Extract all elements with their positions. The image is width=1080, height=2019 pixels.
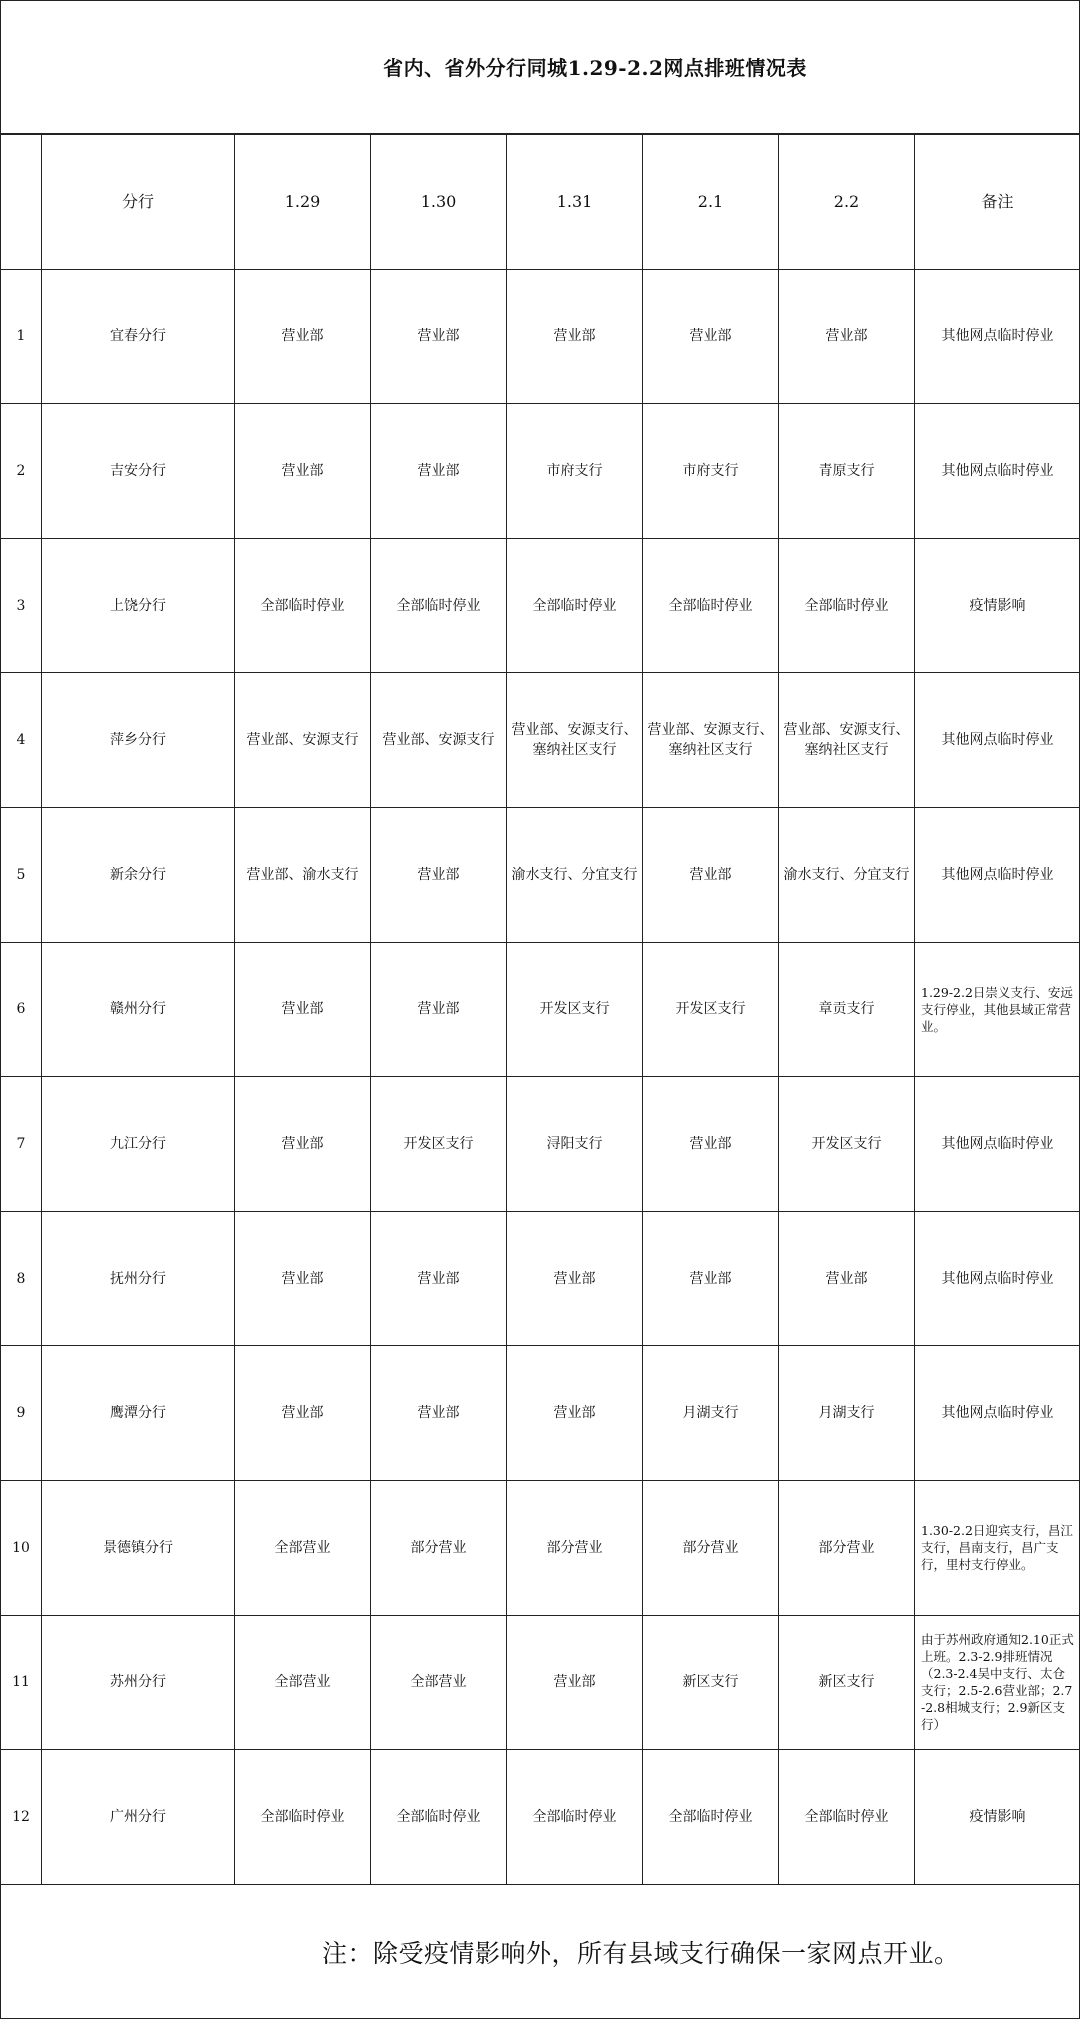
row-number: 11: [1, 1615, 42, 1750]
cell-date-2: 开发区支行: [371, 1077, 507, 1212]
branch-name: 鹰潭分行: [42, 1346, 235, 1481]
cell-date-5: 开发区支行: [779, 1077, 915, 1212]
cell-date-3: 营业部、安源支行、塞纳社区支行: [507, 673, 643, 808]
cell-date-5: 营业部: [779, 1211, 915, 1346]
cell-date-2: 全部临时停业: [371, 538, 507, 673]
footer-note: 注：除受疫情影响外，所有县域支行确保一家网点开业。: [322, 1938, 960, 1968]
table-row: [1, 269, 1080, 404]
cell-date-3: 营业部: [507, 1346, 643, 1481]
table-row: [1, 1346, 1080, 1481]
cell-date-1: 全部临时停业: [235, 538, 371, 673]
branch-name: 吉安分行: [42, 404, 235, 539]
cell-note: 1.30-2.2日迎宾支行，昌江支行，昌南支行，昌广支行，里村支行停业。: [915, 1480, 1080, 1615]
table-row: [1, 404, 1080, 539]
cell-date-3: 全部临时停业: [507, 1750, 643, 1885]
header-date-2: 1.30: [371, 135, 507, 270]
branch-name: 宜春分行: [42, 269, 235, 404]
cell-date-2: 营业部: [371, 404, 507, 539]
cell-note: 疫情影响: [915, 538, 1080, 673]
table-row: [1, 1750, 1080, 1885]
table-row: [1, 1211, 1080, 1346]
cell-date-2: 营业部、安源支行: [371, 673, 507, 808]
cell-date-1: 营业部: [235, 269, 371, 404]
cell-date-5: 营业部、安源支行、塞纳社区支行: [779, 673, 915, 808]
branch-name: 萍乡分行: [42, 673, 235, 808]
cell-date-5: 营业部: [779, 269, 915, 404]
branch-name: 景德镇分行: [42, 1480, 235, 1615]
cell-date-1: 全部临时停业: [235, 1750, 371, 1885]
cell-date-2: 部分营业: [371, 1480, 507, 1615]
cell-date-4: 开发区支行: [643, 942, 779, 1077]
branch-name: 抚州分行: [42, 1211, 235, 1346]
header-date-5: 2.2: [779, 135, 915, 270]
footer-note-row: [0, 1884, 1080, 2019]
cell-date-3: 部分营业: [507, 1480, 643, 1615]
cell-date-4: 月湖支行: [643, 1346, 779, 1481]
cell-date-4: 市府支行: [643, 404, 779, 539]
cell-date-4: 营业部: [643, 1211, 779, 1346]
schedule-table: [0, 134, 1080, 1885]
branch-name: 赣州分行: [42, 942, 235, 1077]
header-row: [1, 135, 1080, 270]
branch-name: 九江分行: [42, 1077, 235, 1212]
cell-date-1: 营业部: [235, 1211, 371, 1346]
cell-date-3: 渝水支行、分宜支行: [507, 807, 643, 942]
cell-date-2: 营业部: [371, 1211, 507, 1346]
table-row: [1, 673, 1080, 808]
cell-note: 1.29-2.2日崇义支行、安远支行停业，其他县域正常营业。: [915, 942, 1080, 1077]
cell-note: 其他网点临时停业: [915, 1211, 1080, 1346]
row-number: 10: [1, 1480, 42, 1615]
table-row: [1, 1077, 1080, 1212]
row-number: 4: [1, 673, 42, 808]
cell-date-5: 章贡支行: [779, 942, 915, 1077]
cell-note: 其他网点临时停业: [915, 1346, 1080, 1481]
table-row: [1, 1615, 1080, 1750]
table-title-row: [0, 0, 1080, 134]
cell-date-3: 全部临时停业: [507, 538, 643, 673]
cell-date-3: 营业部: [507, 1615, 643, 1750]
cell-date-3: 营业部: [507, 1211, 643, 1346]
cell-date-2: 全部临时停业: [371, 1750, 507, 1885]
cell-date-1: 营业部: [235, 1077, 371, 1212]
cell-date-5: 新区支行: [779, 1615, 915, 1750]
cell-date-1: 营业部: [235, 942, 371, 1077]
branch-name: 上饶分行: [42, 538, 235, 673]
cell-date-4: 全部临时停业: [643, 1750, 779, 1885]
cell-date-5: 渝水支行、分宜支行: [779, 807, 915, 942]
cell-date-2: 营业部: [371, 1346, 507, 1481]
branch-name: 新余分行: [42, 807, 235, 942]
header-num: [1, 135, 42, 270]
row-number: 2: [1, 404, 42, 539]
cell-date-2: 营业部: [371, 269, 507, 404]
row-number: 5: [1, 807, 42, 942]
branch-name: 苏州分行: [42, 1615, 235, 1750]
row-number: 6: [1, 942, 42, 1077]
cell-note: 由于苏州政府通知2.10正式上班。2.3-2.9排班情况（2.3-2.4吴中支行、太仓支行；2.5-2.6营业部；2.7-2.8相城支行；2.9新区支行）: [915, 1615, 1080, 1750]
cell-date-5: 全部临时停业: [779, 1750, 915, 1885]
row-number: 9: [1, 1346, 42, 1481]
row-number: 8: [1, 1211, 42, 1346]
page-title: 省内、省外分行同城1.29-2.2网点排班情况表: [383, 56, 807, 80]
branch-name: 广州分行: [42, 1750, 235, 1885]
table-row: [1, 807, 1080, 942]
cell-date-1: 营业部: [235, 404, 371, 539]
cell-date-3: 浔阳支行: [507, 1077, 643, 1212]
cell-date-4: 营业部、安源支行、塞纳社区支行: [643, 673, 779, 808]
cell-date-1: 营业部: [235, 1346, 371, 1481]
header-date-3: 1.31: [507, 135, 643, 270]
cell-date-1: 营业部、安源支行: [235, 673, 371, 808]
cell-date-3: 开发区支行: [507, 942, 643, 1077]
cell-date-4: 部分营业: [643, 1480, 779, 1615]
cell-note: 其他网点临时停业: [915, 673, 1080, 808]
cell-date-4: 营业部: [643, 1077, 779, 1212]
cell-date-1: 全部营业: [235, 1480, 371, 1615]
table-row: [1, 1480, 1080, 1615]
header-date-4: 2.1: [643, 135, 779, 270]
cell-date-1: 营业部、渝水支行: [235, 807, 371, 942]
cell-date-1: 全部营业: [235, 1615, 371, 1750]
row-number: 3: [1, 538, 42, 673]
cell-date-5: 全部临时停业: [779, 538, 915, 673]
cell-date-4: 全部临时停业: [643, 538, 779, 673]
cell-date-3: 市府支行: [507, 404, 643, 539]
row-number: 1: [1, 269, 42, 404]
header-date-1: 1.29: [235, 135, 371, 270]
header-branch: 分行: [42, 135, 235, 270]
row-number: 7: [1, 1077, 42, 1212]
header-note: 备注: [915, 135, 1080, 270]
cell-date-4: 新区支行: [643, 1615, 779, 1750]
cell-note: 其他网点临时停业: [915, 269, 1080, 404]
cell-note: 其他网点临时停业: [915, 807, 1080, 942]
cell-note: 疫情影响: [915, 1750, 1080, 1885]
cell-date-5: 部分营业: [779, 1480, 915, 1615]
table-row: [1, 942, 1080, 1077]
cell-date-4: 营业部: [643, 269, 779, 404]
row-number: 12: [1, 1750, 42, 1885]
cell-date-4: 营业部: [643, 807, 779, 942]
cell-date-2: 营业部: [371, 807, 507, 942]
cell-note: 其他网点临时停业: [915, 404, 1080, 539]
cell-date-5: 月湖支行: [779, 1346, 915, 1481]
cell-date-3: 营业部: [507, 269, 643, 404]
cell-date-2: 全部营业: [371, 1615, 507, 1750]
cell-date-5: 青原支行: [779, 404, 915, 539]
cell-date-2: 营业部: [371, 942, 507, 1077]
table-row: [1, 538, 1080, 673]
cell-note: 其他网点临时停业: [915, 1077, 1080, 1212]
